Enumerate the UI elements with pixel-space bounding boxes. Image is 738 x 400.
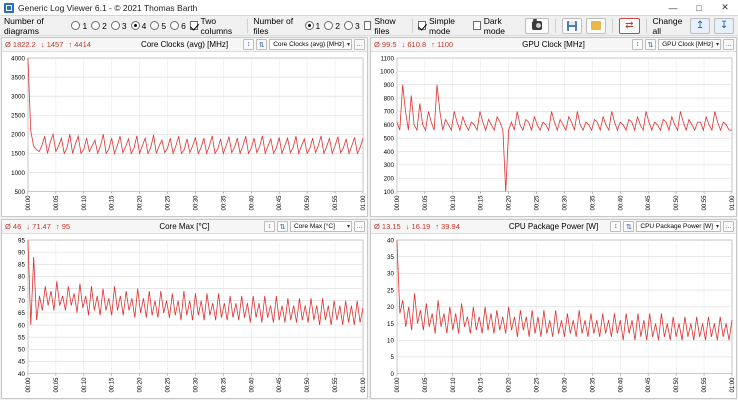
svg-text:40: 40: [387, 237, 394, 245]
stat-max: ↑ 39.94: [435, 222, 460, 231]
svg-text:40: 40: [18, 370, 25, 378]
save-button[interactable]: [562, 18, 582, 34]
radio-dot-icon: [305, 21, 314, 30]
svg-text:00:40: 00:40: [618, 195, 625, 211]
stat-min: ↓ 16.19: [405, 222, 431, 231]
svg-text:600: 600: [383, 122, 394, 130]
svg-text:35: 35: [387, 253, 394, 261]
radio-dot-icon: [91, 21, 100, 30]
svg-text:00:45: 00:45: [646, 195, 653, 211]
screenshot-button[interactable]: [525, 18, 549, 34]
chart-series-value: GPU Clock [MHz]: [662, 41, 713, 48]
chart-header: [2, 220, 367, 234]
chart-title: GPU Clock [MHz]: [522, 40, 585, 49]
svg-text:00:05: 00:05: [53, 377, 60, 393]
svg-text:1000: 1000: [11, 169, 25, 177]
chart-up-button[interactable]: ↕: [243, 39, 254, 50]
chart-plot-area: [371, 234, 736, 398]
svg-text:01:00: 01:00: [360, 377, 367, 393]
swap-icon: ⇄: [625, 19, 634, 31]
chart-svg-gpu-clock: [371, 52, 736, 218]
diagrams-radio-5[interactable]: [150, 21, 166, 31]
chart-panel-core-clocks: [1, 37, 368, 217]
simple-mode-label: Simple mode: [429, 15, 455, 36]
svg-text:2000: 2000: [11, 131, 25, 139]
svg-text:90: 90: [18, 249, 25, 257]
svg-text:25: 25: [387, 287, 394, 295]
svg-text:5: 5: [390, 354, 394, 362]
minimize-button[interactable]: —: [668, 2, 678, 13]
svg-text:85: 85: [18, 261, 25, 269]
chart-series-select[interactable]: [269, 39, 352, 50]
radio-dot-icon: [111, 21, 120, 30]
svg-text:00:20: 00:20: [137, 195, 144, 211]
svg-text:00:15: 00:15: [109, 195, 116, 211]
svg-text:500: 500: [383, 135, 394, 143]
diagrams-radio-3-label: 3: [121, 20, 127, 31]
toolbar-separator: [412, 19, 413, 33]
svg-text:30: 30: [387, 270, 394, 278]
chart-svg-core-max: [2, 234, 367, 400]
files-radio-1-label: 1: [315, 20, 321, 31]
window-title: Generic Log Viewer 6.1 - © 2021 Thomas Barth: [18, 2, 198, 13]
chart-menu-button[interactable]: …: [356, 41, 363, 48]
toolbar-separator: [612, 19, 613, 33]
svg-text:00:50: 00:50: [305, 195, 312, 211]
folder-icon: [591, 21, 601, 30]
svg-text:00:10: 00:10: [81, 195, 88, 211]
svg-text:00:00: 00:00: [25, 377, 32, 393]
swap-button[interactable]: [619, 18, 640, 34]
chart-controls: [610, 221, 736, 232]
simple-mode-checkbox[interactable]: [418, 16, 469, 36]
svg-text:00:30: 00:30: [562, 195, 569, 211]
svg-text:00:55: 00:55: [702, 195, 709, 211]
svg-text:00:05: 00:05: [422, 377, 429, 393]
toolbar: [0, 16, 738, 36]
stat-avg: Ø 46: [5, 222, 22, 231]
stat-avg: Ø 99.5: [374, 40, 397, 49]
arrow-down-icon: ↧: [719, 19, 729, 31]
arrow-up-icon: ↥: [695, 19, 705, 31]
diagrams-radio-5-label: 5: [161, 20, 167, 31]
svg-text:00:55: 00:55: [333, 377, 340, 393]
svg-text:50: 50: [18, 346, 25, 354]
close-button[interactable]: ✕: [721, 2, 729, 12]
diagrams-radio-2-label: 2: [102, 20, 107, 31]
svg-text:00:45: 00:45: [277, 377, 284, 393]
svg-text:00:30: 00:30: [193, 195, 200, 211]
chart-series-select[interactable]: [636, 221, 721, 232]
stat-min: ↓ 1457: [40, 40, 64, 49]
svg-text:3500: 3500: [11, 74, 25, 82]
save-icon: [567, 21, 577, 31]
svg-text:10: 10: [387, 337, 394, 345]
two-columns-checkbox[interactable]: [190, 16, 241, 36]
diagrams-label: Number of diagrams: [4, 15, 44, 36]
svg-text:1500: 1500: [11, 150, 25, 158]
svg-text:00:15: 00:15: [478, 377, 485, 393]
files-radio-1[interactable]: [305, 21, 321, 31]
svg-text:00:55: 00:55: [333, 195, 340, 211]
svg-text:80: 80: [18, 273, 25, 281]
change-all-down-button[interactable]: [714, 18, 734, 34]
diagrams-radio-6-label: 6: [181, 20, 186, 31]
svg-text:00:25: 00:25: [534, 377, 541, 393]
svg-text:00:25: 00:25: [534, 195, 541, 211]
svg-text:00:35: 00:35: [590, 195, 597, 211]
checkbox-icon: [364, 21, 372, 30]
svg-text:1000: 1000: [380, 68, 394, 76]
stat-min: ↓ 610.8: [401, 40, 427, 49]
radio-dot-icon: [131, 21, 140, 30]
stat-min: ↓ 71.47: [26, 222, 51, 231]
svg-text:00:10: 00:10: [81, 377, 88, 393]
svg-text:75: 75: [18, 285, 25, 293]
app-icon: [4, 3, 14, 13]
svg-text:55: 55: [18, 334, 25, 342]
svg-text:65: 65: [18, 310, 25, 318]
files-radio-3[interactable]: [344, 21, 360, 31]
svg-text:20: 20: [387, 304, 394, 312]
svg-text:00:05: 00:05: [422, 195, 429, 211]
svg-text:3000: 3000: [11, 93, 25, 101]
stat-avg: Ø 1822.2: [5, 40, 36, 49]
files-radio-3-label: 3: [354, 20, 360, 31]
chart-controls: [632, 39, 736, 50]
checkbox-icon: [473, 21, 481, 30]
chart-menu-button[interactable]: …: [725, 223, 732, 230]
chart-series-value: CPU Package Power [W]: [640, 223, 713, 230]
chart-stats: [2, 40, 91, 49]
svg-text:00:15: 00:15: [478, 195, 485, 211]
chart-title: Core Max [°C]: [159, 222, 210, 231]
svg-text:00:30: 00:30: [193, 377, 200, 393]
svg-text:01:00: 01:00: [729, 377, 736, 393]
svg-text:00:10: 00:10: [450, 377, 457, 393]
svg-text:70: 70: [18, 298, 25, 306]
title-bar: [0, 0, 738, 16]
stat-avg: Ø 13.15: [374, 222, 401, 231]
svg-text:00:10: 00:10: [450, 195, 457, 211]
checkbox-icon: [190, 21, 198, 30]
svg-text:95: 95: [18, 237, 25, 245]
svg-text:00:30: 00:30: [562, 377, 569, 393]
svg-text:00:45: 00:45: [646, 377, 653, 393]
chart-down-button[interactable]: ⇅: [277, 221, 288, 232]
svg-text:1100: 1100: [380, 55, 394, 63]
two-columns-label: Two columns: [200, 15, 233, 36]
svg-text:900: 900: [383, 82, 394, 90]
svg-text:00:35: 00:35: [221, 195, 228, 211]
chart-down-button[interactable]: ⇅: [256, 39, 267, 50]
svg-text:500: 500: [14, 188, 25, 196]
svg-text:700: 700: [383, 108, 394, 116]
files-label: Number of files: [253, 15, 294, 36]
chevron-down-icon: ▾: [346, 42, 350, 48]
svg-text:45: 45: [18, 358, 25, 366]
svg-text:4000: 4000: [11, 55, 25, 63]
svg-text:00:25: 00:25: [165, 377, 172, 393]
open-button[interactable]: [586, 18, 606, 34]
diagrams-radio-2[interactable]: [91, 21, 107, 31]
radio-dot-icon: [324, 21, 333, 30]
camera-icon: [532, 21, 542, 30]
svg-text:400: 400: [383, 148, 394, 156]
svg-text:00:20: 00:20: [137, 377, 144, 393]
svg-text:200: 200: [383, 175, 394, 183]
svg-text:00:05: 00:05: [53, 195, 60, 211]
chart-title: Core Clocks (avg) [MHz]: [140, 40, 229, 49]
svg-text:100: 100: [383, 188, 394, 196]
radio-dot-icon: [170, 21, 179, 30]
stat-max: ↑ 4414: [68, 40, 91, 49]
svg-text:01:00: 01:00: [360, 195, 367, 211]
diagrams-radio-4-label: 4: [141, 20, 147, 31]
svg-text:00:00: 00:00: [25, 195, 32, 211]
svg-text:00:40: 00:40: [249, 195, 256, 211]
radio-dot-icon: [150, 21, 159, 30]
files-radio-2[interactable]: [324, 21, 340, 31]
svg-text:00:50: 00:50: [674, 377, 681, 393]
chart-series-value: Core Max [°C]: [294, 223, 335, 230]
chart-panel-gpu-clock: [370, 37, 737, 217]
chart-menu-button[interactable]: …: [725, 41, 732, 48]
svg-text:00:40: 00:40: [249, 377, 256, 393]
chart-panel-core-max: [1, 219, 368, 399]
chart-header: [2, 38, 367, 52]
chart-svg-core-clocks: [2, 52, 367, 218]
svg-text:00:50: 00:50: [305, 377, 312, 393]
chart-header: [371, 38, 736, 52]
svg-text:00:50: 00:50: [674, 195, 681, 211]
svg-text:00:55: 00:55: [702, 377, 709, 393]
diagrams-radio-4[interactable]: [131, 21, 147, 31]
svg-text:800: 800: [383, 95, 394, 103]
change-all-up-button[interactable]: [690, 18, 710, 34]
toolbar-separator: [247, 19, 248, 33]
maximize-button[interactable]: □: [696, 2, 702, 13]
svg-text:00:25: 00:25: [165, 195, 172, 211]
diagrams-radio-3[interactable]: [111, 21, 127, 31]
chart-menu-button[interactable]: …: [356, 223, 363, 230]
chart-up-button[interactable]: ↕: [632, 39, 643, 50]
svg-text:0: 0: [390, 370, 394, 378]
svg-text:300: 300: [383, 162, 394, 170]
svg-text:2500: 2500: [11, 112, 25, 120]
chart-svg-cpu-package-power: [371, 234, 736, 400]
chart-series-value: Core Clocks (avg) [MHz]: [273, 41, 344, 48]
toolbar-separator: [555, 19, 556, 33]
radio-dot-icon: [344, 21, 353, 30]
svg-text:00:00: 00:00: [394, 377, 401, 393]
chart-grid: [0, 36, 738, 400]
chart-up-button[interactable]: ↕: [610, 221, 621, 232]
files-radio-2-label: 2: [335, 20, 340, 31]
chevron-down-icon: ▾: [346, 224, 350, 230]
toolbar-separator: [646, 19, 647, 33]
svg-text:00:35: 00:35: [590, 377, 597, 393]
svg-text:00:20: 00:20: [506, 195, 513, 211]
chart-title: CPU Package Power [W]: [508, 222, 599, 231]
stat-max: ↑ 1100: [431, 40, 454, 49]
svg-text:00:35: 00:35: [221, 377, 228, 393]
chart-up-button[interactable]: ↕: [264, 221, 275, 232]
chart-controls: [264, 221, 367, 232]
chart-controls: [243, 39, 367, 50]
show-files-checkbox[interactable]: [364, 16, 406, 36]
chart-plot-area: [2, 52, 367, 216]
chart-stats: [371, 222, 460, 231]
radio-dot-icon: [71, 21, 80, 30]
svg-text:01:00: 01:00: [729, 195, 736, 211]
chart-stats: [371, 40, 453, 49]
checkbox-icon: [418, 21, 426, 30]
chart-series-select[interactable]: [290, 221, 352, 232]
svg-text:00:00: 00:00: [394, 195, 401, 211]
chevron-down-icon: ▾: [715, 224, 719, 230]
svg-text:00:45: 00:45: [277, 195, 284, 211]
stat-max: ↑ 95: [55, 222, 71, 231]
diagrams-radio-1[interactable]: [71, 21, 87, 31]
dark-mode-checkbox[interactable]: [473, 16, 517, 36]
chart-panel-cpu-package-power: [370, 219, 737, 399]
dark-mode-label: Dark mode: [483, 15, 506, 36]
chart-header: [371, 220, 736, 234]
svg-text:00:40: 00:40: [618, 377, 625, 393]
show-files-label: Show files: [374, 15, 396, 36]
svg-text:00:15: 00:15: [109, 377, 116, 393]
chevron-down-icon: ▾: [715, 42, 719, 48]
chart-plot-area: [2, 234, 367, 398]
chart-down-button[interactable]: ⇅: [623, 221, 634, 232]
svg-text:00:20: 00:20: [506, 377, 513, 393]
chart-series-select[interactable]: [658, 39, 721, 50]
diagrams-radio-6[interactable]: [170, 21, 186, 31]
diagrams-radio-1-label: 1: [82, 20, 88, 31]
chart-down-button[interactable]: ⇅: [645, 39, 656, 50]
chart-plot-area: [371, 52, 736, 216]
change-all-label: Change all: [652, 15, 683, 36]
svg-text:15: 15: [387, 320, 394, 328]
svg-text:60: 60: [18, 322, 25, 330]
chart-stats: [2, 222, 70, 231]
